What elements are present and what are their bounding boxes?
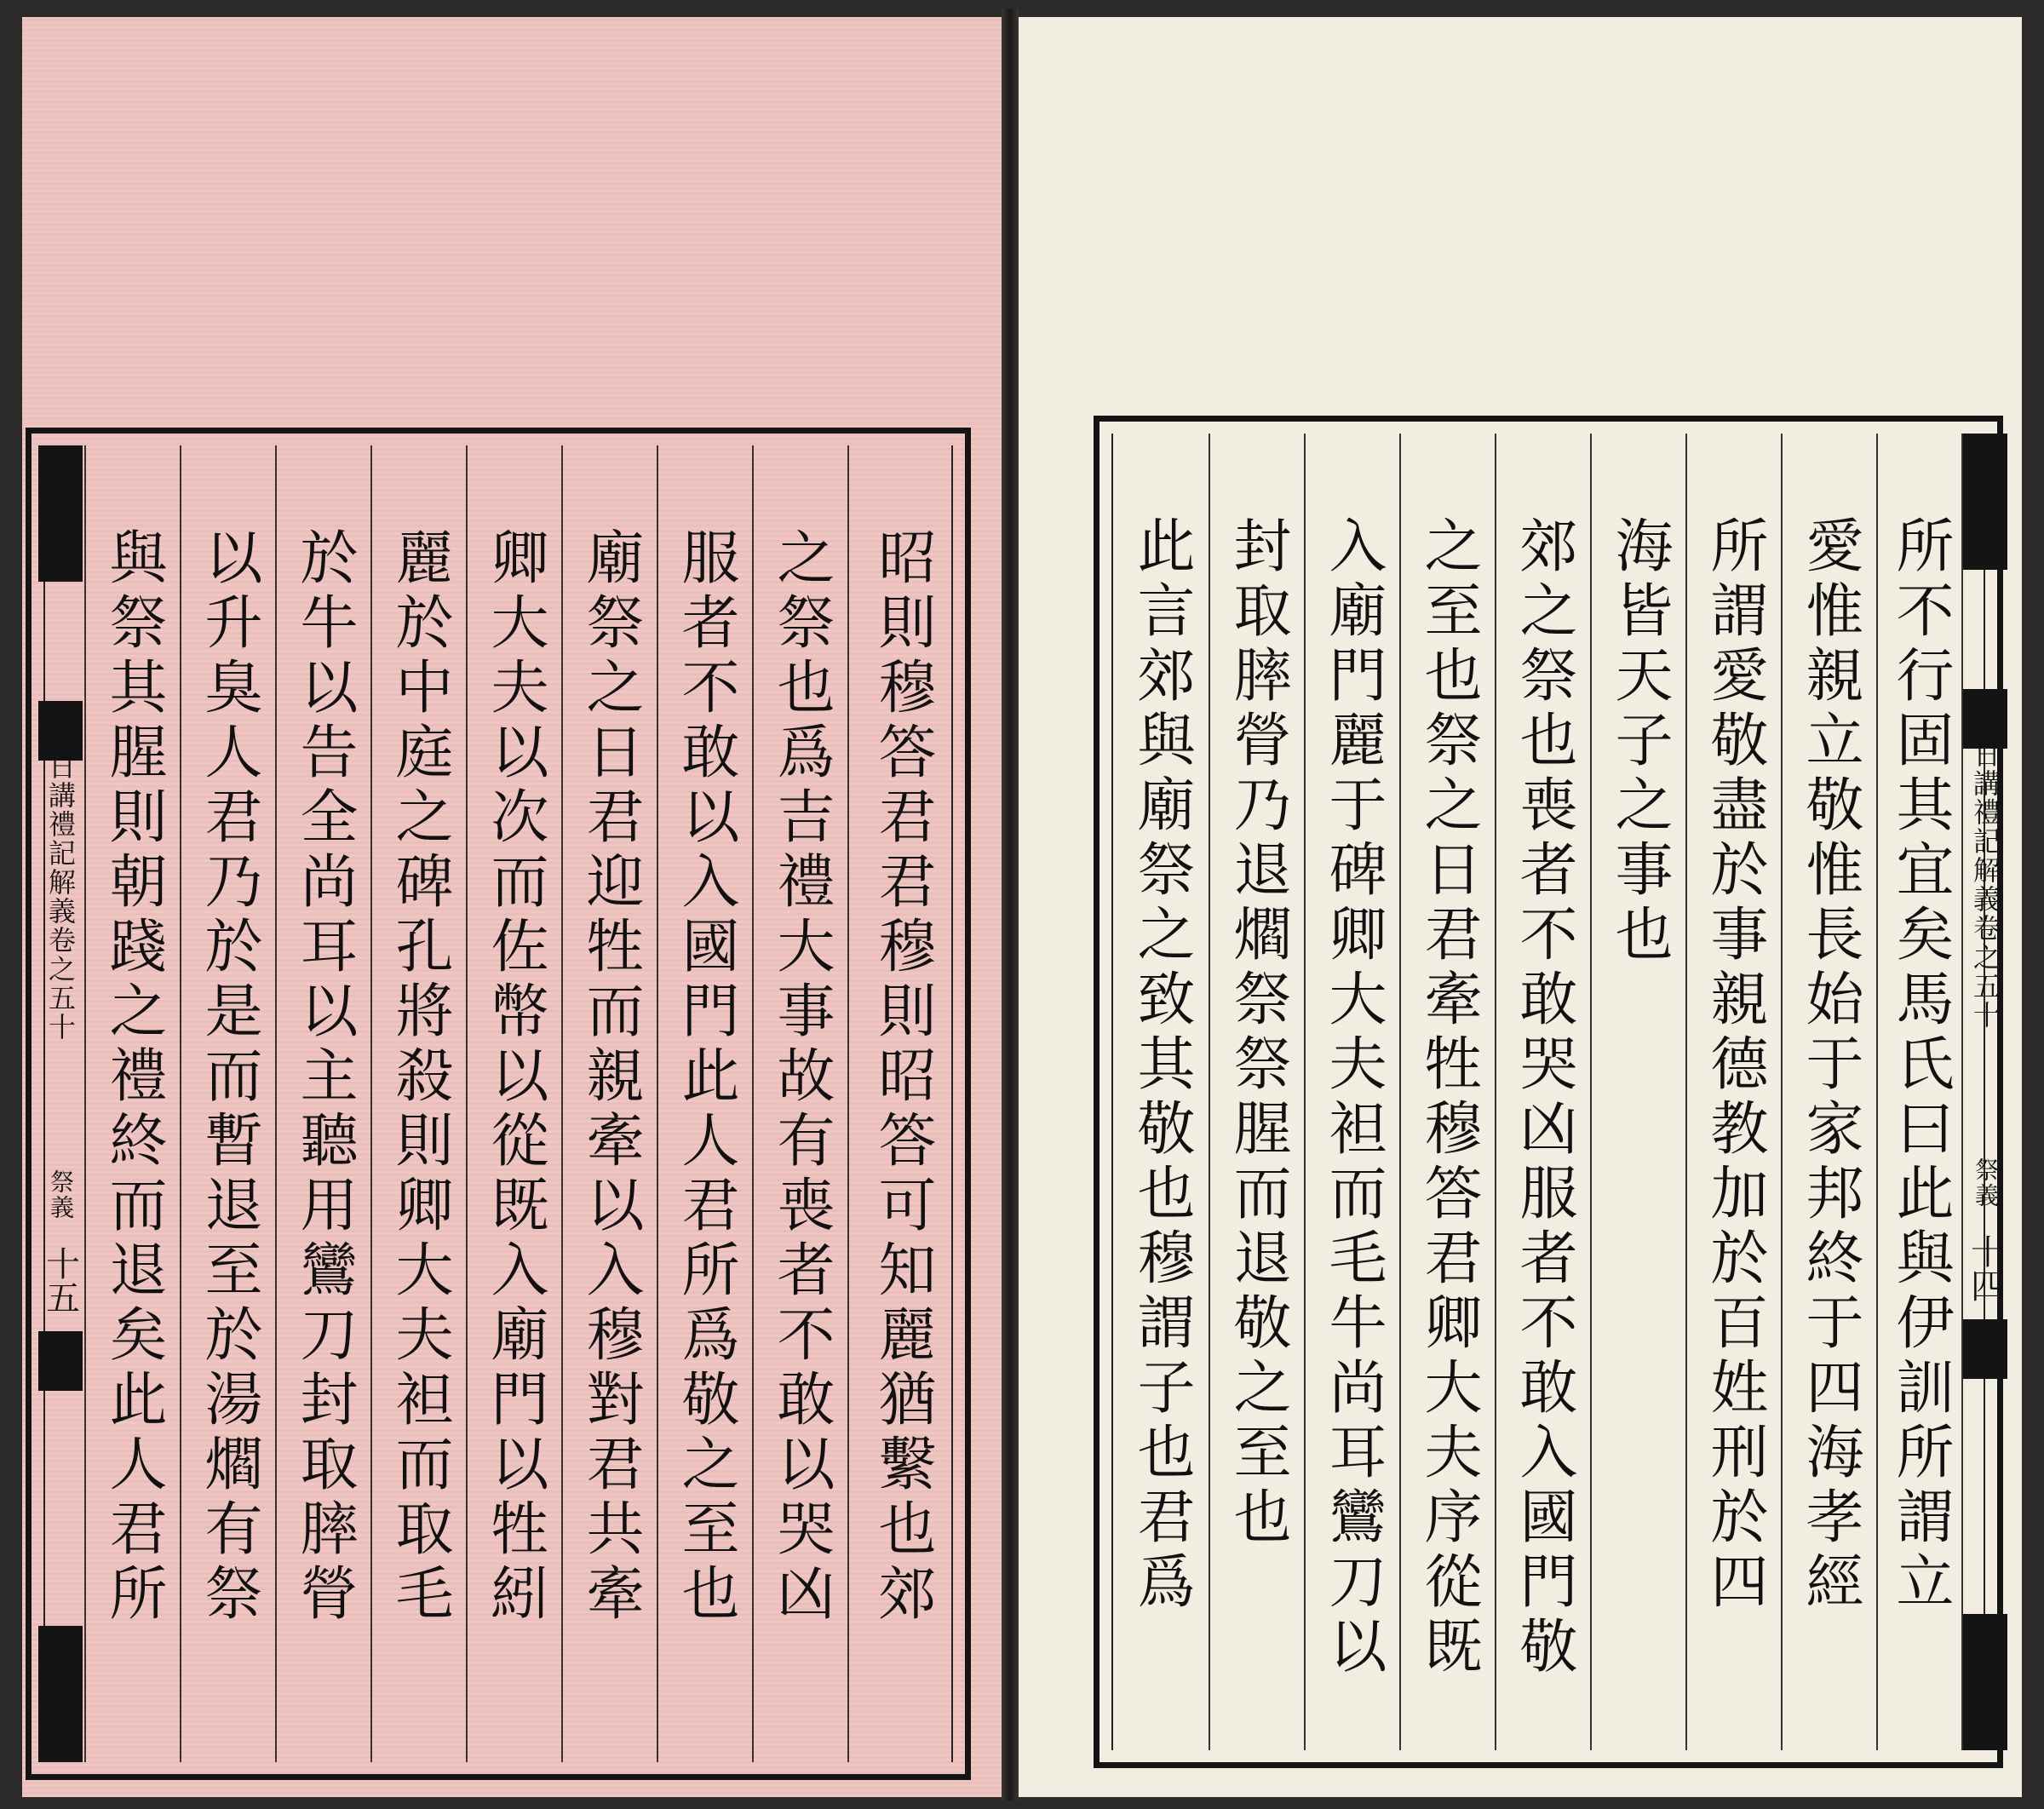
- right-text-frame: [1094, 416, 2003, 1768]
- margin-section-title: 祭義: [47, 1169, 75, 1220]
- margin-book-title: 日講禮記解義卷之五十: [1969, 740, 2001, 1030]
- text-column: [1685, 434, 1781, 1750]
- column-text: 服者不敢以入國門此人君所爲敬之至也: [672, 527, 739, 1628]
- text-column: [1781, 434, 1876, 1750]
- text-column: [1876, 434, 1961, 1750]
- text-column: [1113, 434, 1209, 1750]
- column-text: 所不行固其宜矣馬氏曰此與伊訓所謂立: [1886, 515, 1954, 1616]
- text-column: [1304, 434, 1399, 1750]
- column-text: 昭則穆答君君穆則昭答可知麗猶繫也郊: [869, 527, 936, 1628]
- margin-page-number: 十五: [40, 1246, 80, 1314]
- text-column: [1399, 434, 1495, 1750]
- column-text: 之祭也爲吉禮大事故有喪者不敢以哭凶: [767, 527, 835, 1628]
- column-text: 卿大夫以次而佐幣以從既入廟門以牲紖: [481, 527, 548, 1628]
- column-text: 此言郊與廟祭之致其敬也穆謂子也君爲: [1128, 515, 1195, 1616]
- column-text: 愛惟親立敬惟長始于家邦終于四海孝經: [1796, 515, 1863, 1616]
- text-column: [1590, 434, 1685, 1750]
- fishtail-bottom: [38, 1331, 83, 1391]
- text-column: [561, 445, 657, 1762]
- text-column: [657, 445, 752, 1762]
- text-column: [1209, 434, 1304, 1750]
- column-text: 與祭其腥則朝踐之禮終而退矣此人君所: [100, 527, 167, 1628]
- left-page-margin: [38, 445, 83, 1762]
- margin-section-title: 祭義: [1972, 1157, 2000, 1209]
- column-text: 海皆天子之事也: [1605, 515, 1673, 968]
- right-page-margin: [1961, 434, 2007, 1750]
- column-text: 郊之祭也喪者不敢哭凶服者不敢入國門敬: [1510, 515, 1577, 1680]
- text-column: [1495, 434, 1590, 1750]
- column-text: 於牛以告全尚耳以主聽用鸞刀封取膟膋: [290, 527, 358, 1628]
- column-text: 封取膟膋乃退爓祭祭腥而退敬之至也: [1224, 515, 1291, 1551]
- text-column: [752, 445, 847, 1762]
- column-text: 所謂愛敬盡於事親德教加於百姓刑於四: [1701, 515, 1768, 1616]
- left-text-frame: [26, 428, 971, 1780]
- text-column: [370, 445, 466, 1762]
- right-text-block: [1111, 434, 2005, 1750]
- column-text: 以升臭人君乃於是而暫退至於湯爓有祭: [195, 527, 262, 1628]
- text-column: [466, 445, 561, 1762]
- margin-black-bar-bottom: [38, 1626, 83, 1762]
- fishtail-bottom: [1963, 1319, 2007, 1379]
- column-text: 之至也祭之日君牽牲穆答君卿大夫序從既: [1415, 515, 1482, 1680]
- text-column: [84, 445, 180, 1762]
- margin-black-bar: [1963, 434, 2007, 570]
- left-page: [22, 17, 1002, 1797]
- text-column: [847, 445, 955, 1762]
- margin-page-number: 十四: [1965, 1234, 2005, 1302]
- margin-black-bar: [38, 445, 83, 582]
- left-text-block: [40, 445, 953, 1762]
- text-column: [275, 445, 370, 1762]
- column-text: 廟祭之日君迎牲而親牽以入穆對君共牽: [577, 527, 644, 1628]
- margin-book-title: 日講禮記解義卷之五十: [44, 752, 77, 1042]
- column-text: 入廟門麗于碑卿大夫袒而毛牛尚耳鸞刀以: [1319, 515, 1387, 1680]
- text-column: [180, 445, 275, 1762]
- book-gutter: [1002, 9, 1019, 1800]
- right-page: [1019, 17, 2022, 1797]
- column-text: 麗於中庭之碑孔將殺則卿大夫袒而取毛: [386, 527, 453, 1628]
- margin-black-bar-bottom: [1963, 1614, 2007, 1750]
